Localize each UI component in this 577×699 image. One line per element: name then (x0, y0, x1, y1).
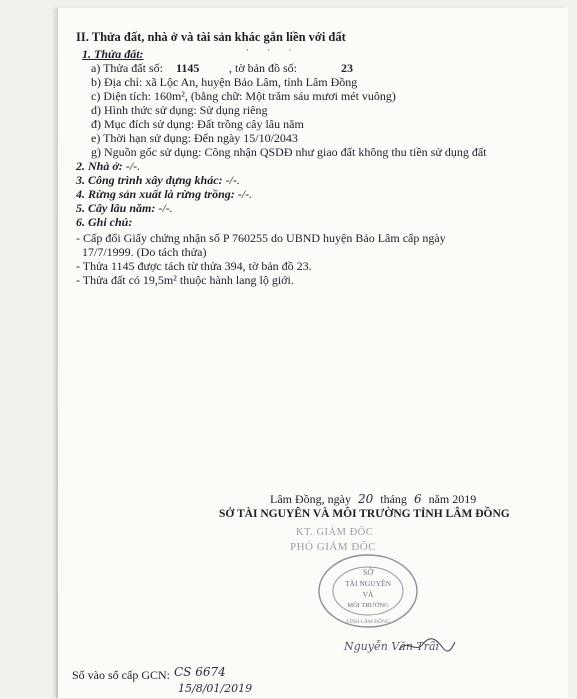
official-seal-icon (314, 551, 422, 631)
decorative-dots: · · · (246, 45, 300, 55)
note-reissue-line1: - Cấp đổi Giấy chứng nhận số P 760255 do UBND huyện Bảo Lâm cấp ngày (76, 231, 446, 245)
house-value: -/-. (125, 159, 141, 173)
parcel-number-label: a) Thửa đất số: (91, 61, 163, 75)
map-sheet-label: , tờ bản đồ số: (229, 61, 298, 75)
planted-forest-value: -/-. (237, 187, 253, 201)
deputy-director-title: PHÓ GIÁM ĐỐC (290, 541, 377, 553)
registration-label: Số vào sổ cấp GCN: (72, 668, 170, 682)
usage-form-line: d) Hình thức sử dụng: Sử dụng riêng (91, 103, 268, 117)
handwritten-signature-icon (397, 636, 457, 656)
house-title: 2. Nhà ở: (76, 159, 123, 173)
perennial-tree-value: -/-. (158, 201, 173, 215)
kt-director-line: KT. GIÁM ĐỐC (296, 527, 374, 538)
address-line: b) Địa chỉ: xã Lộc An, huyện Bảo Lâm, tỉnh Lâm Đồng (91, 75, 358, 89)
signing-place: Lâm Đồng, ngày (270, 492, 351, 506)
notes-title: 6. Ghi chú: (76, 215, 133, 229)
area-line: c) Diện tích: 160m², (bằng chữ: Một trăm sáu mươi mét vuông) (91, 89, 396, 103)
perennial-tree-row (76, 202, 173, 215)
seal-line-1: SỞ (362, 568, 374, 577)
note-split-parcel: - Thửa 1145 được tách từ thửa 394, tờ bản đồ 23. (76, 259, 312, 273)
registration-date: 15/8/01/2019 (178, 682, 253, 695)
section-heading: II. Thửa đất, nhà ở và tài sản khác gắn liền với đất (76, 30, 346, 44)
map-sheet-value: 23 (341, 61, 353, 75)
parcel-number-value: 1145 (176, 61, 200, 75)
year-label: năm 2019 (428, 492, 477, 506)
signer-name: Nguyễn Văn Trãi (344, 640, 440, 653)
certificate-page (56, 8, 568, 698)
seal-line-2: TÀI NGUYÊN (344, 579, 392, 588)
month-label: tháng (380, 492, 407, 506)
seal-line-4: MÔI TRƯỜNG (347, 602, 389, 609)
registration-code: CS 6674 (174, 665, 226, 679)
signing-date-line (270, 493, 476, 506)
usage-origin-line: g) Nguồn gốc sử dụng: Công nhận QSDĐ như giao đất không thu tiền sử dụng đất (91, 145, 487, 159)
other-construction-value: -/-. (225, 173, 240, 187)
seal-line-3: VÀ (362, 590, 374, 599)
planted-forest-row (76, 188, 252, 201)
signing-day: 20 (357, 492, 374, 506)
planted-forest-title: 4. Rừng sản xuất là rừng trồng: (76, 187, 235, 201)
land-parcel-title: 1. Thửa đất: (82, 47, 144, 61)
other-construction-title: 3. Công trình xây dựng khác: (76, 173, 223, 187)
usage-term-line: e) Thời hạn sử dụng: Đến ngày 15/10/2043 (91, 131, 298, 145)
signing-month: 6 (413, 492, 422, 506)
house-row (76, 160, 140, 173)
issuing-agency: SỞ TÀI NGUYÊN VÀ MÔI TRƯỜNG TỈNH LÂM ĐỒNG (219, 508, 510, 520)
other-construction-row (76, 174, 240, 187)
perennial-tree-title: 5. Cây lâu năm: (76, 201, 156, 215)
seal-bottom-text: TỈNH LÂM ĐỒNG (346, 619, 390, 625)
note-reissue-line2: 17/7/1999. (Do tách thửa) (82, 245, 207, 259)
note-road-corridor: - Thửa đất có 19,5m² thuộc hành lang lộ giới. (76, 273, 294, 287)
usage-purpose-line: đ) Mục đích sử dụng: Đất trồng cây lâu năm (91, 117, 304, 131)
